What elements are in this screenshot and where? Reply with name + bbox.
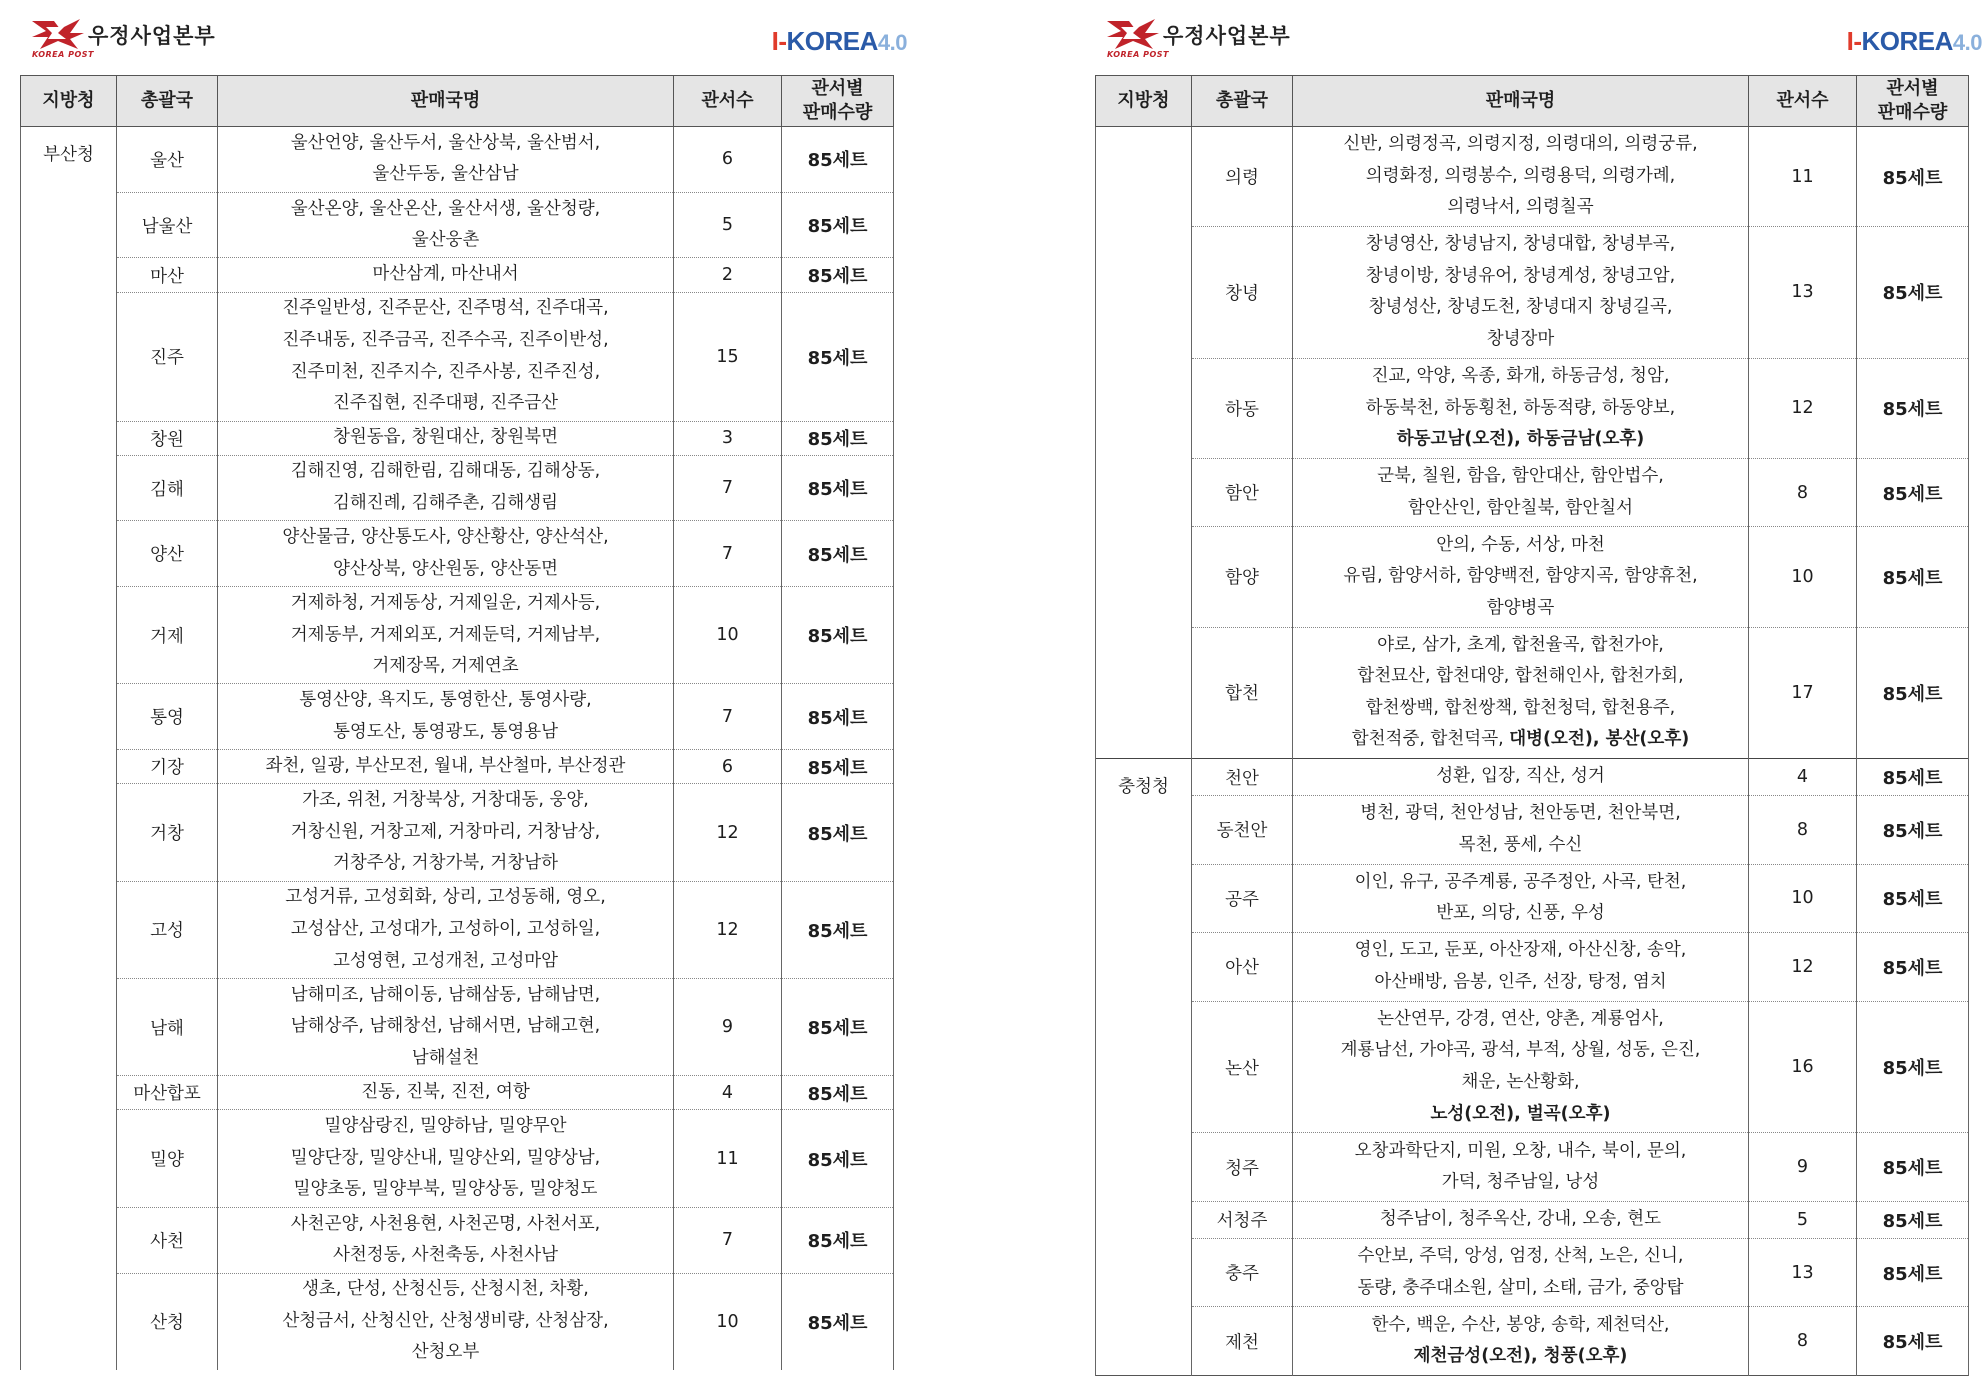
- table-row: [21, 192, 894, 258]
- office-names-line: 사천정동, 사천축동, 사천사남: [332, 1245, 559, 1266]
- table-row: [21, 521, 894, 587]
- office-count-cell: 15: [674, 292, 782, 421]
- office-count-cell: 12: [674, 881, 782, 978]
- office-names-line: 사천곤양, 사천용현, 사천곤명, 사천서포,: [290, 1213, 601, 1234]
- sales-table-left: [20, 75, 894, 1370]
- column-header-4: [782, 76, 894, 127]
- column-header-text: 관서수: [1776, 90, 1829, 111]
- quantity-cell: 85세트: [1857, 933, 1969, 1002]
- korea-post-logo-icon: [30, 17, 86, 51]
- office-names-line: 신반, 의령정곡, 의령지정, 의령대의, 의령궁류,: [1343, 134, 1698, 155]
- region-cell: [1096, 127, 1192, 759]
- office-names-cell: [1293, 127, 1749, 227]
- office-count-cell: 2: [674, 258, 782, 292]
- office-count-cell: 5: [674, 192, 782, 258]
- office-count-cell: 9: [1749, 1133, 1857, 1202]
- office-names-cell: [218, 1207, 674, 1273]
- column-header-text: 판매수량: [802, 102, 873, 123]
- page-header: [1095, 0, 1988, 72]
- office-count-cell: 10: [674, 1273, 782, 1370]
- office-count-cell: 4: [1749, 759, 1857, 796]
- i-korea-i: I: [771, 26, 779, 56]
- table-row: [21, 1110, 894, 1207]
- office-names-cell: [218, 1110, 674, 1207]
- office-names-line: 가조, 위천, 거창북상, 거창대동, 웅양,: [302, 790, 589, 811]
- column-header-text: 관서별: [811, 78, 864, 99]
- office-names-line: 창원동읍, 창원대산, 창원북면: [332, 427, 559, 448]
- office-names-line: 군북, 칠원, 함읍, 함안대산, 함안법수,: [1377, 466, 1664, 487]
- office-names-line: 좌천, 일광, 부산모전, 월내, 부산철마, 부산정관: [265, 755, 626, 776]
- sales-table-right: [1095, 75, 1969, 1376]
- quantity-cell: 85세트: [782, 127, 894, 193]
- table-header-row: [1096, 76, 1969, 127]
- quantity-cell: 85세트: [1857, 527, 1969, 627]
- table-row: [21, 292, 894, 421]
- table-row: [1096, 864, 1969, 933]
- table-row: [1096, 1307, 1969, 1376]
- office-names-line: 진동, 진북, 진전, 여항: [361, 1082, 530, 1103]
- column-header-text: 관서별: [1886, 78, 1939, 99]
- office-names-line: 진교, 악양, 옥종, 화개, 하동금성, 청암,: [1371, 365, 1670, 386]
- office-names-line: 거제동부, 거제외포, 거제둔덕, 거제남부,: [290, 624, 601, 645]
- office-count-cell: 8: [1749, 458, 1857, 527]
- office-names-line: 창녕영산, 창녕남지, 창녕대합, 창녕부곡,: [1365, 234, 1676, 255]
- quantity-cell: 85세트: [782, 521, 894, 587]
- office-names-cell: [218, 1273, 674, 1370]
- hq-cell: 청주: [1192, 1133, 1293, 1202]
- office-names-line: 야로, 삼가, 초계, 합천율곡, 합천가야,: [1377, 634, 1664, 655]
- hq-cell: 천안: [1192, 759, 1293, 796]
- office-count-cell: 12: [1749, 358, 1857, 458]
- office-names-line: 하동북천, 하동횡천, 하동적량, 하동양보,: [1365, 397, 1676, 418]
- hq-cell: 산청: [117, 1273, 218, 1370]
- office-count-cell: 13: [1749, 1238, 1857, 1307]
- hq-cell: 함양: [1192, 527, 1293, 627]
- office-names-cell: [1293, 1307, 1749, 1376]
- hq-cell: 충주: [1192, 1238, 1293, 1307]
- office-names-line: 병천, 광덕, 천안성남, 천안동면, 천안북면,: [1360, 803, 1681, 824]
- office-count-cell: 11: [1749, 127, 1857, 227]
- quantity-cell: 85세트: [782, 1273, 894, 1370]
- quantity-cell: 85세트: [1857, 796, 1969, 865]
- office-count-cell: 16: [1749, 1001, 1857, 1133]
- column-header-text: 지방청: [1117, 90, 1170, 111]
- office-count-cell: 7: [674, 455, 782, 521]
- hq-cell: 논산: [1192, 1001, 1293, 1133]
- hq-cell: 제천: [1192, 1307, 1293, 1376]
- table-row: [21, 784, 894, 881]
- i-korea-i: I: [1846, 26, 1854, 56]
- column-header-2: [1293, 76, 1749, 127]
- page-header: [20, 0, 913, 72]
- office-names-line: 통영도산, 통영광도, 통영용남: [332, 721, 559, 742]
- office-names-cell: [218, 192, 674, 258]
- hq-cell: 함안: [1192, 458, 1293, 527]
- table-row: [1096, 358, 1969, 458]
- office-names-cell: [1293, 527, 1749, 627]
- office-names-line: 창녕장마: [1486, 329, 1555, 350]
- quantity-cell: 85세트: [1857, 127, 1969, 227]
- office-count-cell: 3: [674, 421, 782, 455]
- region-cell: 충청청: [1096, 759, 1192, 1376]
- office-names-cell: [1293, 796, 1749, 865]
- quantity-cell: 85세트: [782, 587, 894, 684]
- quantity-cell: 85세트: [782, 292, 894, 421]
- column-header-3: [674, 76, 782, 127]
- column-header-text: 판매국명: [410, 90, 481, 111]
- office-names-cell: [218, 1076, 674, 1110]
- hq-cell: 김해: [117, 455, 218, 521]
- hq-cell: 남울산: [117, 192, 218, 258]
- post-name: 우정사업본부: [1163, 24, 1291, 48]
- office-names-line: 유림, 함양서하, 함양백전, 함양지곡, 함양휴천,: [1343, 566, 1698, 587]
- table-row: [1096, 127, 1969, 227]
- office-names-cell: [1293, 933, 1749, 1002]
- office-names-line: 고성거류, 고성회화, 상리, 고성동해, 영오,: [285, 887, 606, 908]
- table-row: [1096, 759, 1969, 796]
- quantity-cell: 85세트: [782, 684, 894, 750]
- quantity-cell: 85세트: [782, 1110, 894, 1207]
- table-row: [1096, 458, 1969, 527]
- table-row: [21, 127, 894, 193]
- hq-cell: 밀양: [117, 1110, 218, 1207]
- office-names-cell: [1293, 864, 1749, 933]
- office-names-line: 울산온양, 울산온산, 울산서생, 울산청량,: [290, 198, 601, 219]
- office-count-cell: 8: [1749, 1307, 1857, 1376]
- column-header-0: [21, 76, 117, 127]
- table-row: [21, 979, 894, 1076]
- office-names-line: 반포, 의당, 신풍, 우성: [1436, 903, 1605, 924]
- office-names-line: 거창신원, 거창고제, 거창마리, 거창남상,: [290, 821, 601, 842]
- office-count-cell: 5: [1749, 1201, 1857, 1238]
- office-names-cell: [1293, 358, 1749, 458]
- office-names-line: 합천묘산, 합천대양, 합천해인사, 합천가회,: [1357, 666, 1684, 687]
- office-names-cell: [218, 881, 674, 978]
- office-names-line: 남해설천: [411, 1047, 480, 1068]
- office-names-line: 오창과학단지, 미원, 오창, 내수, 북이, 문의,: [1354, 1140, 1687, 1161]
- office-count-cell: 7: [674, 521, 782, 587]
- office-names-line: 이인, 유구, 공주계룡, 공주정안, 사곡, 탄천,: [1354, 871, 1687, 892]
- hq-cell: 울산: [117, 127, 218, 193]
- quantity-cell: 85세트: [1857, 1001, 1969, 1133]
- office-names-cell: [1293, 458, 1749, 527]
- quantity-cell: 85세트: [782, 1076, 894, 1110]
- table-row: [1096, 1238, 1969, 1307]
- table-row: [1096, 1201, 1969, 1238]
- office-count-cell: 11: [674, 1110, 782, 1207]
- quantity-cell: 85세트: [782, 1207, 894, 1273]
- office-names-line: 계룡남선, 가야곡, 광석, 부적, 상월, 성동, 은진,: [1340, 1040, 1701, 1061]
- table-row: [1096, 796, 1969, 865]
- column-header-1: [1192, 76, 1293, 127]
- quantity-cell: 85세트: [1857, 1238, 1969, 1307]
- column-header-4: [1857, 76, 1969, 127]
- office-names-line: 창녕이방, 창녕유어, 창녕계성, 창녕고암,: [1365, 265, 1676, 286]
- office-names-cell: [218, 750, 674, 784]
- table-row: [21, 455, 894, 521]
- office-count-cell: 10: [674, 587, 782, 684]
- office-names-cell: [218, 521, 674, 587]
- office-names-line: 김해진례, 김해주촌, 김해생림: [332, 493, 559, 514]
- korea-post-logo-icon: [1105, 17, 1161, 51]
- office-names-line: 함양병곡: [1486, 597, 1555, 618]
- table-row: [21, 881, 894, 978]
- quantity-cell: 85세트: [782, 979, 894, 1076]
- office-names-cell: [218, 784, 674, 881]
- quantity-cell: 85세트: [1857, 227, 1969, 359]
- quantity-cell: 85세트: [782, 258, 894, 292]
- office-names-line: 채운, 논산황화,: [1461, 1072, 1580, 1093]
- office-names-line: 밀양초동, 밀양부북, 밀양상동, 밀양청도: [293, 1179, 598, 1200]
- hq-cell: 합천: [1192, 627, 1293, 759]
- column-header-1: [117, 76, 218, 127]
- office-names-line: 안의, 수동, 서상, 마천: [1436, 534, 1605, 555]
- i-korea-version: 4.0: [1952, 30, 1982, 55]
- office-names-cell: [218, 587, 674, 684]
- office-names-cell: [1293, 227, 1749, 359]
- office-names-line: 아산배방, 음봉, 인주, 선장, 탕정, 염치: [1374, 971, 1667, 992]
- hq-cell: 창원: [117, 421, 218, 455]
- table-row: [1096, 227, 1969, 359]
- office-names-line: 합천적중, 합천덕곡,: [1351, 729, 1510, 750]
- office-count-cell: 12: [674, 784, 782, 881]
- table-row: [21, 1076, 894, 1110]
- hq-cell: 공주: [1192, 864, 1293, 933]
- office-names-cell: [1293, 627, 1749, 759]
- page-left: [20, 0, 913, 1384]
- office-names-line: 거제장목, 거제연초: [372, 656, 519, 677]
- hq-cell: 고성: [117, 881, 218, 978]
- post-en-name: KOREA POST: [32, 50, 94, 59]
- office-names-line: 산청오부: [411, 1342, 480, 1363]
- hq-cell: 기장: [117, 750, 218, 784]
- office-count-cell: 10: [1749, 527, 1857, 627]
- office-names-line: 진주집현, 진주대평, 진주금산: [332, 393, 559, 414]
- table-row: [1096, 527, 1969, 627]
- quantity-cell: 85세트: [782, 750, 894, 784]
- office-names-line: 밀양단장, 밀양산내, 밀양산외, 밀양상남,: [290, 1147, 601, 1168]
- i-korea-dash: -: [1853, 26, 1862, 56]
- office-names-line: 양산상북, 양산원동, 양산동면: [332, 558, 559, 579]
- quantity-cell: 85세트: [1857, 864, 1969, 933]
- office-names-line: 거제하청, 거제동상, 거제일운, 거제사등,: [290, 592, 601, 613]
- office-count-cell: 13: [1749, 227, 1857, 359]
- column-header-3: [1749, 76, 1857, 127]
- office-names-cell: [1293, 1201, 1749, 1238]
- office-names-bold-line: 노성(오전), 벌곡(오후): [1430, 1103, 1611, 1124]
- office-names-line: 진주일반성, 진주문산, 진주명석, 진주대곡,: [282, 298, 609, 319]
- column-header-0: [1096, 76, 1192, 127]
- table-row: [1096, 1001, 1969, 1133]
- office-names-line: 목천, 풍세, 수신: [1458, 834, 1583, 855]
- office-names-line: 통영산양, 욕지도, 통영한산, 통영사량,: [299, 690, 592, 711]
- i-korea-version: 4.0: [877, 30, 907, 55]
- office-count-cell: 6: [674, 750, 782, 784]
- office-names-line: 성환, 입장, 직산, 성거: [1436, 766, 1605, 787]
- table-row: [21, 587, 894, 684]
- quantity-cell: 85세트: [1857, 458, 1969, 527]
- office-names-line: 밀양삼랑진, 밀양하남, 밀양무안: [324, 1116, 567, 1137]
- office-names-bold-line: 대병(오전), 봉산(오후): [1509, 729, 1690, 750]
- column-header-text: 지방청: [42, 90, 95, 111]
- office-names-line: 양산물금, 양산통도사, 양산황산, 양산석산,: [282, 527, 609, 548]
- column-header-text: 판매국명: [1485, 90, 1556, 111]
- region-cell: 부산청: [21, 127, 117, 1370]
- i-korea-logo: [772, 26, 907, 57]
- quantity-cell: 85세트: [782, 784, 894, 881]
- table-row: [21, 750, 894, 784]
- column-header-text: 판매수량: [1877, 102, 1948, 123]
- office-names-cell: [1293, 1238, 1749, 1307]
- office-names-line: 의령화정, 의령봉수, 의령용덕, 의령가례,: [1365, 165, 1676, 186]
- office-names-line: 마산삼계, 마산내서: [372, 264, 519, 285]
- office-count-cell: 17: [1749, 627, 1857, 759]
- office-names-line: 진주미천, 진주지수, 진주사봉, 진주진성,: [290, 361, 601, 382]
- office-names-cell: [218, 421, 674, 455]
- quantity-cell: 85세트: [1857, 1133, 1969, 1202]
- office-names-cell: [218, 455, 674, 521]
- office-names-line: 고성영현, 고성개천, 고성마암: [332, 950, 559, 971]
- office-names-line: 의령낙서, 의령칠곡: [1447, 197, 1594, 218]
- office-names-cell: [1293, 1001, 1749, 1133]
- korea-post-logo: [30, 17, 250, 61]
- table-row: [1096, 1133, 1969, 1202]
- hq-cell: 양산: [117, 521, 218, 587]
- office-names-line: 청주남이, 청주옥산, 강내, 오송, 현도: [1379, 1209, 1662, 1230]
- hq-cell: 통영: [117, 684, 218, 750]
- office-names-line: 논산연무, 강경, 연산, 양촌, 계룡엄사,: [1377, 1008, 1664, 1029]
- office-count-cell: 6: [674, 127, 782, 193]
- quantity-cell: 85세트: [1857, 1307, 1969, 1376]
- office-names-line: 가덕, 청주남일, 낭성: [1441, 1172, 1600, 1193]
- table-row: [21, 684, 894, 750]
- quantity-cell: 85세트: [1857, 759, 1969, 796]
- office-names-line: 생초, 단성, 산청신등, 산청시천, 차황,: [302, 1279, 589, 1300]
- i-korea-korea: KOREA: [786, 26, 878, 56]
- office-names-cell: [1293, 759, 1749, 796]
- quantity-cell: 85세트: [1857, 358, 1969, 458]
- office-names-cell: [218, 292, 674, 421]
- hq-cell: 마산: [117, 258, 218, 292]
- office-names-line: 수안보, 주덕, 앙성, 엄정, 산척, 노은, 신니,: [1357, 1246, 1684, 1267]
- office-names-line: 합천쌍백, 합천쌍책, 합천청덕, 합천용주,: [1365, 697, 1676, 718]
- column-header-text: 총괄국: [140, 90, 194, 111]
- office-count-cell: 10: [1749, 864, 1857, 933]
- table-row: [21, 258, 894, 292]
- table-row: [1096, 933, 1969, 1002]
- office-count-cell: 12: [1749, 933, 1857, 1002]
- table-row: [21, 1273, 894, 1370]
- office-names-cell: [218, 258, 674, 292]
- quantity-cell: 85세트: [782, 455, 894, 521]
- office-names-line: 진주내동, 진주금곡, 진주수곡, 진주이반성,: [282, 329, 609, 350]
- hq-cell: 거창: [117, 784, 218, 881]
- office-names-line: 김해진영, 김해한림, 김해대동, 김해상동,: [290, 461, 601, 482]
- office-count-cell: 9: [674, 979, 782, 1076]
- office-count-cell: 7: [674, 684, 782, 750]
- office-names-cell: [1293, 1133, 1749, 1202]
- office-names-line: 고성삼산, 고성대가, 고성하이, 고성하일,: [290, 919, 601, 940]
- office-names-line: 울산언양, 울산두서, 울산상북, 울산범서,: [290, 132, 601, 153]
- office-names-line: 거창주상, 거창가북, 거창남하: [332, 853, 559, 874]
- office-names-line: 영인, 도고, 둔포, 아산장재, 아산신창, 송악,: [1354, 940, 1687, 961]
- column-header-text: 총괄국: [1215, 90, 1269, 111]
- hq-cell: 창녕: [1192, 227, 1293, 359]
- hq-cell: 사천: [117, 1207, 218, 1273]
- hq-cell: 남해: [117, 979, 218, 1076]
- office-names-line: 남해미조, 남해이동, 남해삼동, 남해남면,: [290, 984, 601, 1005]
- hq-cell: 거제: [117, 587, 218, 684]
- hq-cell: 아산: [1192, 933, 1293, 1002]
- korea-post-logo: [1105, 17, 1325, 61]
- hq-cell: 서청주: [1192, 1201, 1293, 1238]
- office-count-cell: 8: [1749, 796, 1857, 865]
- hq-cell: 동천안: [1192, 796, 1293, 865]
- quantity-cell: 85세트: [782, 192, 894, 258]
- i-korea-korea: KOREA: [1861, 26, 1953, 56]
- office-names-line: 울산두동, 울산삼남: [372, 164, 519, 185]
- quantity-cell: 85세트: [782, 881, 894, 978]
- column-header-text: 관서수: [701, 90, 754, 111]
- office-names-line: 창녕성산, 창녕도천, 창녕대지 창녕길곡,: [1368, 297, 1673, 318]
- office-count-cell: 4: [674, 1076, 782, 1110]
- i-korea-logo: [1847, 26, 1982, 57]
- table-row: [21, 1207, 894, 1273]
- quantity-cell: 85세트: [1857, 627, 1969, 759]
- i-korea-dash: -: [778, 26, 787, 56]
- page-right: [1095, 0, 1988, 1384]
- hq-cell: 의령: [1192, 127, 1293, 227]
- office-names-line: 함안산인, 함안칠북, 함안칠서: [1407, 497, 1634, 518]
- hq-cell: 진주: [117, 292, 218, 421]
- table-row: [21, 421, 894, 455]
- table-row: [1096, 627, 1969, 759]
- office-names-cell: [218, 979, 674, 1076]
- office-names-cell: [218, 684, 674, 750]
- office-names-line: 한수, 백운, 수산, 봉양, 송학, 제천덕산,: [1371, 1314, 1670, 1335]
- office-names-line: 산청금서, 산청신안, 산청생비량, 산청삼장,: [282, 1310, 609, 1331]
- office-names-line: 울산웅촌: [411, 230, 480, 251]
- quantity-cell: 85세트: [1857, 1201, 1969, 1238]
- post-name: 우정사업본부: [88, 24, 216, 48]
- quantity-cell: 85세트: [782, 421, 894, 455]
- office-names-bold-line: 하동고남(오전), 하동금남(오후): [1396, 429, 1645, 450]
- office-names-line: 동량, 충주대소원, 살미, 소태, 금가, 중앙탑: [1357, 1277, 1684, 1298]
- office-names-cell: [218, 127, 674, 193]
- office-names-bold-line: 제천금성(오전), 청풍(오후): [1413, 1346, 1628, 1367]
- table-header-row: [21, 76, 894, 127]
- office-count-cell: 7: [674, 1207, 782, 1273]
- office-names-line: 남해상주, 남해창선, 남해서면, 남해고현,: [290, 1016, 601, 1037]
- hq-cell: 하동: [1192, 358, 1293, 458]
- post-en-name: KOREA POST: [1107, 50, 1169, 59]
- column-header-2: [218, 76, 674, 127]
- hq-cell: 마산합포: [117, 1076, 218, 1110]
